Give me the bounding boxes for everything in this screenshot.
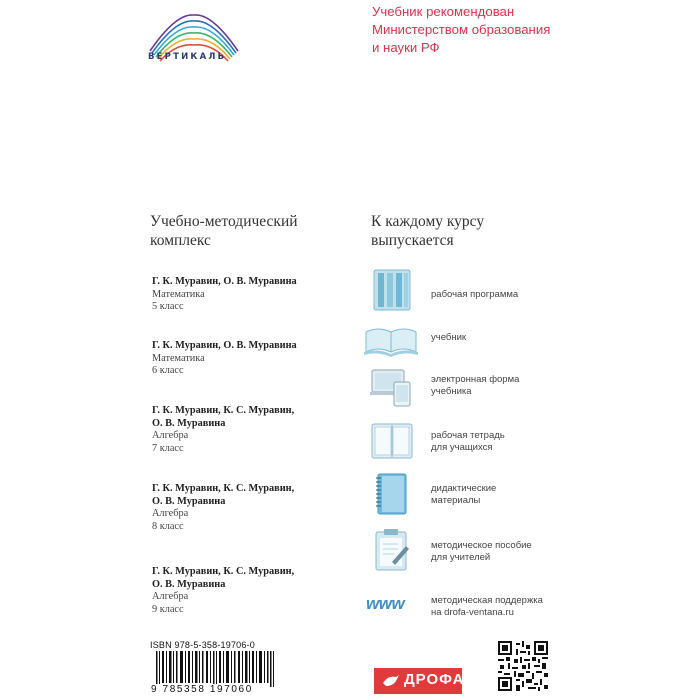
book-entry: Г. К. Муравин, К. С. Муравин, О. В. Муравина Алгебра 8 класс <box>152 483 295 532</box>
clipboard-icon <box>370 528 414 572</box>
complex-heading: Учебно-методический комплекс <box>150 213 298 249</box>
barcode <box>148 651 288 687</box>
feature-label: рабочая тетрадь для учащихся <box>431 430 505 453</box>
feature-label: учебник <box>431 332 467 343</box>
devices-icon <box>370 366 414 410</box>
qr-code <box>498 641 548 691</box>
binder-icon <box>370 268 414 312</box>
book-entry: Г. К. Муравин, К. С. Муравин, О. В. Муравина Алгебра 7 класс <box>152 405 295 454</box>
isbn-text: ISBN 978-5-358-19706-0 <box>150 640 255 650</box>
recommendation-note: Учебник рекомендован Министерством образования и науки РФ <box>372 4 551 55</box>
book-entry: Г. К. Муравин, К. С. Муравин, О. В. Муравина Алгебра 9 класс <box>152 566 295 615</box>
www-icon: www <box>366 594 405 613</box>
open-book-icon <box>362 318 420 362</box>
feature-label: методическая поддержка на drofa-ventana.ru <box>431 595 543 618</box>
feature-label: электронная форма учебника <box>431 374 520 397</box>
book-entry: Г. К. Муравин, О. В. Муравина Математика 5 класс <box>152 276 297 312</box>
drofa-bird-icon <box>382 673 400 689</box>
feature-label: методическое пособие для учителей <box>431 540 532 563</box>
course-heading: К каждому курсу выпускается <box>371 213 485 249</box>
notebook-icon <box>370 472 414 516</box>
publisher-logo: ДРОФА <box>374 668 462 694</box>
publisher-logo-text: ВЕРТИКАЛЬ <box>148 52 227 62</box>
book-entry: Г. К. Муравин, О. В. Муравина Математика 6 класс <box>152 340 297 376</box>
feature-label: дидактические материалы <box>431 483 497 506</box>
barcode-number: 9 785358 197060 <box>151 684 253 695</box>
feature-label: рабочая программа <box>431 289 519 300</box>
workbook-icon <box>370 420 414 464</box>
